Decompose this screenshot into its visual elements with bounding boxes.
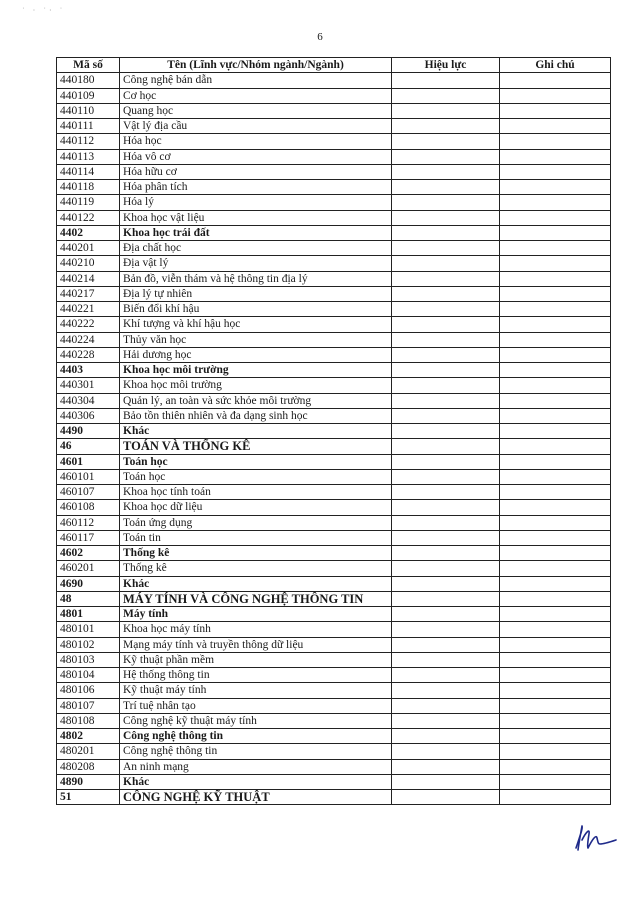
table-row <box>57 302 611 317</box>
row-code: 440210 <box>57 256 120 271</box>
row-code: 51 <box>57 790 120 805</box>
row-note <box>500 424 611 439</box>
row-code: 4690 <box>57 576 120 591</box>
row-code: 460201 <box>57 561 120 576</box>
row-code: 440201 <box>57 241 120 256</box>
table-row <box>57 286 611 301</box>
row-code: 480108 <box>57 713 120 728</box>
table-row <box>57 408 611 423</box>
table-row <box>57 561 611 576</box>
table-row <box>57 729 611 744</box>
program-code-table <box>56 57 611 805</box>
table-row <box>57 485 611 500</box>
row-code: 440109 <box>57 88 120 103</box>
row-note <box>500 180 611 195</box>
row-note <box>500 607 611 622</box>
row-code: 440122 <box>57 210 120 225</box>
table-row <box>57 103 611 118</box>
table-row <box>57 515 611 530</box>
row-name: Công nghệ thông tin <box>120 744 392 759</box>
row-validity <box>392 88 500 103</box>
row-note <box>500 195 611 210</box>
table-row <box>57 607 611 622</box>
row-code: 480104 <box>57 668 120 683</box>
row-validity <box>392 408 500 423</box>
table-row <box>57 683 611 698</box>
row-name: Địa lý tự nhiên <box>120 286 392 301</box>
row-note <box>500 713 611 728</box>
row-code: 440119 <box>57 195 120 210</box>
row-name: Hóa vô cơ <box>120 149 392 164</box>
row-note <box>500 637 611 652</box>
page-number: 6 <box>317 31 323 43</box>
row-code: 440180 <box>57 73 120 88</box>
row-note <box>500 683 611 698</box>
row-code: 440114 <box>57 164 120 179</box>
table-row <box>57 637 611 652</box>
table-row <box>57 713 611 728</box>
row-name: Khoa học máy tính <box>120 622 392 637</box>
row-code: 440306 <box>57 408 120 423</box>
row-name: Quang học <box>120 103 392 118</box>
row-name: Hải dương học <box>120 347 392 362</box>
row-validity <box>392 134 500 149</box>
row-note <box>500 332 611 347</box>
row-note <box>500 530 611 545</box>
row-code: 4490 <box>57 424 120 439</box>
row-name: Khoa học môi trường <box>120 378 392 393</box>
scan-marks: ˙ · ˙· ˙ <box>22 6 66 15</box>
row-validity <box>392 530 500 545</box>
table-row <box>57 546 611 561</box>
header-code: Mã số <box>57 58 120 73</box>
row-validity <box>392 439 500 454</box>
row-code: 48 <box>57 591 120 606</box>
row-validity <box>392 164 500 179</box>
row-validity <box>392 713 500 728</box>
row-name: Toán học <box>120 454 392 469</box>
row-name: Thống kê <box>120 561 392 576</box>
row-note <box>500 256 611 271</box>
row-code: 440301 <box>57 378 120 393</box>
row-note <box>500 363 611 378</box>
row-validity <box>392 485 500 500</box>
row-name: Khoa học môi trường <box>120 363 392 378</box>
row-validity <box>392 210 500 225</box>
row-note <box>500 515 611 530</box>
row-note <box>500 271 611 286</box>
table-row <box>57 622 611 637</box>
row-validity <box>392 683 500 698</box>
table-row <box>57 454 611 469</box>
row-code: 440113 <box>57 149 120 164</box>
row-name: Kỹ thuật máy tính <box>120 683 392 698</box>
row-validity <box>392 424 500 439</box>
row-code: 460108 <box>57 500 120 515</box>
table-row <box>57 576 611 591</box>
row-code: 4602 <box>57 546 120 561</box>
row-name: Khoa học tính toán <box>120 485 392 500</box>
table-row <box>57 195 611 210</box>
row-code: 440217 <box>57 286 120 301</box>
row-note <box>500 469 611 484</box>
row-validity <box>392 225 500 240</box>
row-note <box>500 485 611 500</box>
row-code: 4801 <box>57 607 120 622</box>
table-row <box>57 271 611 286</box>
row-name: MÁY TÍNH VÀ CÔNG NGHỆ THÔNG TIN <box>120 591 392 606</box>
row-note <box>500 134 611 149</box>
row-name: Biến đổi khí hậu <box>120 302 392 317</box>
header-note: Ghi chú <box>500 58 611 73</box>
table-row <box>57 180 611 195</box>
table-row <box>57 134 611 149</box>
table-row <box>57 225 611 240</box>
row-note <box>500 241 611 256</box>
row-name: Hệ thống thông tin <box>120 668 392 683</box>
table-row <box>57 759 611 774</box>
row-name: Khác <box>120 424 392 439</box>
row-validity <box>392 317 500 332</box>
row-name: Hóa hữu cơ <box>120 164 392 179</box>
header-name: Tên (Lĩnh vực/Nhóm ngành/Ngành) <box>120 58 392 73</box>
row-validity <box>392 698 500 713</box>
table-row <box>57 378 611 393</box>
row-name: Vật lý địa cầu <box>120 119 392 134</box>
table-row <box>57 591 611 606</box>
row-validity <box>392 454 500 469</box>
row-validity <box>392 393 500 408</box>
row-validity <box>392 241 500 256</box>
row-note <box>500 393 611 408</box>
table-row <box>57 668 611 683</box>
row-validity <box>392 195 500 210</box>
row-validity <box>392 256 500 271</box>
row-name: Khác <box>120 774 392 789</box>
row-code: 46 <box>57 439 120 454</box>
row-validity <box>392 759 500 774</box>
row-validity <box>392 271 500 286</box>
row-code: 440304 <box>57 393 120 408</box>
row-note <box>500 790 611 805</box>
row-name: An ninh mạng <box>120 759 392 774</box>
row-validity <box>392 637 500 652</box>
row-validity <box>392 180 500 195</box>
row-name: Bảo tồn thiên nhiên và đa dạng sinh học <box>120 408 392 423</box>
row-code: 480106 <box>57 683 120 698</box>
row-note <box>500 698 611 713</box>
row-code: 440110 <box>57 103 120 118</box>
table-row <box>57 256 611 271</box>
table-row <box>57 210 611 225</box>
row-note <box>500 652 611 667</box>
table-row <box>57 698 611 713</box>
row-note <box>500 88 611 103</box>
row-code: 4403 <box>57 363 120 378</box>
table-row <box>57 652 611 667</box>
row-name: Địa chất học <box>120 241 392 256</box>
table-row <box>57 363 611 378</box>
row-note <box>500 149 611 164</box>
table-row <box>57 119 611 134</box>
table-row <box>57 149 611 164</box>
table-row <box>57 790 611 805</box>
row-name: Khí tượng và khí hậu học <box>120 317 392 332</box>
row-name: Công nghệ kỹ thuật máy tính <box>120 713 392 728</box>
row-validity <box>392 576 500 591</box>
row-validity <box>392 149 500 164</box>
table-row <box>57 774 611 789</box>
row-name: Bản đồ, viễn thám và hệ thông tin địa lý <box>120 271 392 286</box>
row-note <box>500 347 611 362</box>
row-code: 480102 <box>57 637 120 652</box>
table-row <box>57 317 611 332</box>
row-name: Toán tin <box>120 530 392 545</box>
table-row <box>57 424 611 439</box>
row-note <box>500 622 611 637</box>
row-note <box>500 119 611 134</box>
table-row <box>57 530 611 545</box>
row-code: 460117 <box>57 530 120 545</box>
table-header-row <box>57 58 611 73</box>
row-note <box>500 103 611 118</box>
row-name: Hóa học <box>120 134 392 149</box>
row-validity <box>392 607 500 622</box>
row-name: Toán học <box>120 469 392 484</box>
row-validity <box>392 729 500 744</box>
table-row <box>57 241 611 256</box>
row-validity <box>392 546 500 561</box>
row-name: Máy tính <box>120 607 392 622</box>
row-code: 460112 <box>57 515 120 530</box>
row-validity <box>392 469 500 484</box>
handwritten-signature <box>570 818 620 858</box>
row-note <box>500 73 611 88</box>
row-validity <box>392 103 500 118</box>
table-row <box>57 439 611 454</box>
row-name: Quản lý, an toàn và sức khỏe môi trường <box>120 393 392 408</box>
table-row <box>57 332 611 347</box>
row-name: Khoa học vật liệu <box>120 210 392 225</box>
row-name: CÔNG NGHỆ KỸ THUẬT <box>120 790 392 805</box>
row-note <box>500 302 611 317</box>
row-note <box>500 774 611 789</box>
row-note <box>500 500 611 515</box>
row-code: 480101 <box>57 622 120 637</box>
row-name: Hóa phân tích <box>120 180 392 195</box>
row-name: TOÁN VÀ THỐNG KÊ <box>120 439 392 454</box>
row-note <box>500 561 611 576</box>
table-row <box>57 73 611 88</box>
row-code: 4802 <box>57 729 120 744</box>
row-validity <box>392 774 500 789</box>
row-name: Cơ học <box>120 88 392 103</box>
row-note <box>500 225 611 240</box>
table-row <box>57 744 611 759</box>
row-validity <box>392 515 500 530</box>
row-note <box>500 729 611 744</box>
row-validity <box>392 652 500 667</box>
row-note <box>500 286 611 301</box>
row-note <box>500 164 611 179</box>
row-validity <box>392 332 500 347</box>
row-validity <box>392 561 500 576</box>
row-code: 4402 <box>57 225 120 240</box>
row-validity <box>392 790 500 805</box>
row-code: 440221 <box>57 302 120 317</box>
row-note <box>500 439 611 454</box>
row-code: 4601 <box>57 454 120 469</box>
row-note <box>500 546 611 561</box>
row-validity <box>392 73 500 88</box>
row-name: Trí tuệ nhân tạo <box>120 698 392 713</box>
row-code: 4890 <box>57 774 120 789</box>
row-code: 440111 <box>57 119 120 134</box>
row-validity <box>392 119 500 134</box>
row-code: 440224 <box>57 332 120 347</box>
row-code: 480103 <box>57 652 120 667</box>
row-validity <box>392 500 500 515</box>
table-row <box>57 469 611 484</box>
row-code: 440222 <box>57 317 120 332</box>
row-name: Khoa học trái đất <box>120 225 392 240</box>
row-code: 480201 <box>57 744 120 759</box>
row-name: Kỹ thuật phần mềm <box>120 652 392 667</box>
row-validity <box>392 302 500 317</box>
row-note <box>500 591 611 606</box>
row-name: Thủy văn học <box>120 332 392 347</box>
row-code: 440228 <box>57 347 120 362</box>
header-validity: Hiệu lực <box>392 58 500 73</box>
row-code: 480208 <box>57 759 120 774</box>
table-row <box>57 88 611 103</box>
row-name: Hóa lý <box>120 195 392 210</box>
row-code: 480107 <box>57 698 120 713</box>
row-name: Thống kê <box>120 546 392 561</box>
row-note <box>500 408 611 423</box>
row-validity <box>392 622 500 637</box>
row-note <box>500 744 611 759</box>
row-note <box>500 759 611 774</box>
row-note <box>500 576 611 591</box>
row-validity <box>392 668 500 683</box>
row-code: 440112 <box>57 134 120 149</box>
row-note <box>500 317 611 332</box>
row-name: Công nghệ thông tin <box>120 729 392 744</box>
row-code: 440118 <box>57 180 120 195</box>
row-name: Toán ứng dụng <box>120 515 392 530</box>
row-validity <box>392 744 500 759</box>
table-body <box>57 73 611 805</box>
row-name: Địa vật lý <box>120 256 392 271</box>
row-code: 460101 <box>57 469 120 484</box>
row-validity <box>392 363 500 378</box>
row-note <box>500 668 611 683</box>
table-row <box>57 164 611 179</box>
row-name: Khác <box>120 576 392 591</box>
row-note <box>500 378 611 393</box>
row-code: 440214 <box>57 271 120 286</box>
row-validity <box>392 378 500 393</box>
row-name: Công nghệ bán dẫn <box>120 73 392 88</box>
table-row <box>57 500 611 515</box>
table-row <box>57 393 611 408</box>
row-validity <box>392 347 500 362</box>
row-validity <box>392 286 500 301</box>
row-name: Khoa học dữ liệu <box>120 500 392 515</box>
row-code: 460107 <box>57 485 120 500</box>
table-row <box>57 347 611 362</box>
row-name: Mạng máy tính và truyền thông dữ liệu <box>120 637 392 652</box>
row-validity <box>392 591 500 606</box>
row-note <box>500 454 611 469</box>
row-note <box>500 210 611 225</box>
